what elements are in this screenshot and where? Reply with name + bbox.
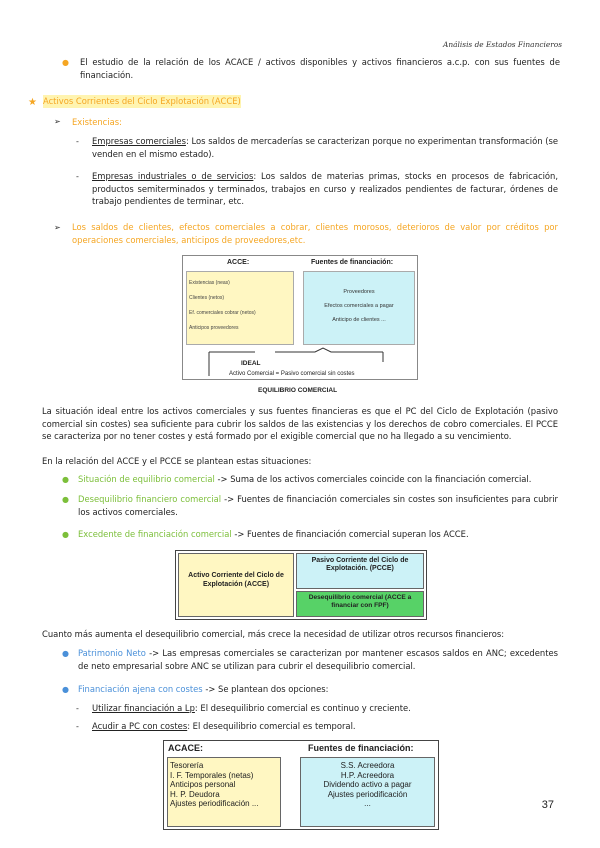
bullet-dot-icon: ● bbox=[62, 58, 69, 67]
option-item bbox=[78, 647, 558, 672]
dash-icon: - bbox=[76, 172, 79, 181]
industriales-term: Empresas industriales o de servicios bbox=[92, 171, 254, 181]
acace-item: I. F. Temporales (netas) bbox=[170, 770, 254, 780]
desequilibrio-block: Desequilibrio comercial (ACCE a financiar con FPF) bbox=[296, 591, 424, 617]
situation-text: -> Fuentes de financiación comerciales sin costes son insuficientes para cubrir los activos comerciales. bbox=[78, 494, 558, 517]
option-text: -> Se plantean dos opciones: bbox=[202, 684, 329, 694]
acace-title: ACACE: bbox=[168, 743, 203, 753]
paragraph-situations: En la relación del ACCE y el PCCE se plantean estas situaciones: bbox=[42, 456, 312, 466]
fuentes-title: Fuentes de financiación: bbox=[311, 259, 394, 266]
option-item bbox=[78, 683, 558, 696]
suboption-item bbox=[92, 720, 558, 733]
situation-item bbox=[78, 528, 558, 541]
fuentes-item: Ajustes periodificación bbox=[327, 789, 408, 799]
acace-item: Anticipos personal bbox=[170, 780, 236, 790]
acce-item: Anticipos proveedores bbox=[189, 325, 239, 331]
ideal-label: IDEAL bbox=[241, 360, 261, 367]
section-title: Activos Corrientes del Ciclo Explotación (ACCE) bbox=[43, 96, 241, 106]
situation-text: -> Suma de los activos comerciales coincide con la financiación comercial. bbox=[214, 474, 532, 484]
acce-block: Activo Corriente del Ciclo de Explotación (ACCE) bbox=[178, 553, 294, 617]
acace-item: H. P. Deudora bbox=[170, 789, 220, 799]
situation-item bbox=[78, 493, 558, 518]
acace-item: Tesorería bbox=[170, 761, 204, 770]
star-icon: ★ bbox=[28, 97, 37, 108]
fuentes-item: Dividendo activo a pagar bbox=[323, 780, 412, 790]
existencias-title: Existencias: bbox=[72, 117, 122, 127]
paragraph-ideal: La situación ideal entre los activos comerciales y sus fuentes financieras es que el PC del Ciclo de Explotación (pasivo comercial sin costes) sea suficiente para cubrir los saldos de las existencias y los derechos de cobro comerciales. El PCCE se caracteriza por no tener costes y está formado por el exigible comercial que no ha llegado a su vencimiento. bbox=[42, 406, 558, 442]
bullet-dot-icon: ● bbox=[62, 649, 69, 658]
fuentes-item: S.S. Acreedora bbox=[340, 761, 395, 770]
fuentes-item: H.P. Acreedora bbox=[340, 770, 395, 780]
acce-item: Clientes (netos) bbox=[189, 295, 225, 301]
dash-icon: - bbox=[76, 722, 79, 731]
equilibrio-label: EQUILIBRIO COMERCIAL bbox=[258, 387, 338, 394]
existencias-comerciales bbox=[92, 135, 558, 160]
option-term: Patrimonio Neto bbox=[78, 648, 146, 658]
pcce-diagram bbox=[175, 550, 427, 620]
situation-term: Excedente de financiación comercial bbox=[78, 529, 232, 539]
comerciales-term: Empresas comerciales bbox=[92, 136, 186, 146]
pcce-block: Pasivo Corriente del Ciclo de Explotación. (PCCE) bbox=[296, 553, 424, 589]
paragraph-recursos: Cuanto más aumenta el desequilibrio comercial, más crece la necesidad de utilizar otros recursos financieros: bbox=[42, 629, 505, 639]
bullet-dot-icon: ● bbox=[62, 530, 69, 539]
suboption-term: Acudir a PC con costes bbox=[92, 721, 188, 731]
arrow-bullet-icon: ➢ bbox=[54, 223, 61, 232]
acace-fuentes-box bbox=[300, 757, 435, 827]
suboption-text: : El desequilibrio comercial es temporal. bbox=[187, 721, 356, 731]
option-term: Financiación ajena con costes bbox=[78, 684, 203, 694]
page-number: 37 bbox=[541, 799, 554, 811]
dash-icon: - bbox=[76, 704, 79, 713]
acce-diagram bbox=[182, 255, 418, 380]
situation-item bbox=[78, 473, 558, 486]
acace-item: Ajustes periodificación ... bbox=[170, 799, 259, 809]
industriales-text: : Los saldos de materias primas, stocks en procesos de fabricación, productos semiterminados y terminados, trabajos en curso y realizados pendientes de facturar, órdenes de trabajo pendientes de terminar, etc. bbox=[92, 171, 558, 207]
suboption-item bbox=[92, 702, 558, 715]
situation-term: Situación de equilibrio comercial bbox=[78, 474, 215, 484]
fuentes-item: Anticipo de clientes ... bbox=[332, 317, 386, 323]
acace-diagram bbox=[163, 740, 439, 830]
fuentes-box bbox=[303, 271, 415, 345]
fuentes-item: Efectos comerciales a pagar bbox=[324, 303, 394, 309]
acce-item: Ef. comerciales cobrar (netos) bbox=[189, 310, 256, 316]
acce-title: ACCE: bbox=[227, 259, 250, 266]
fuentes-item: ... bbox=[364, 799, 371, 809]
existencias-industriales bbox=[92, 170, 558, 208]
running-header: Análisis de Estados Financieros bbox=[443, 40, 562, 49]
ideal-formula: Activo Comercial = Pasivo comercial sin costes bbox=[229, 371, 355, 377]
saldos-item: Los saldos de clientes, efectos comerciales a cobrar, clientes morosos, deterioros de valor por créditos por operaciones comerciales, anticipos de proveedores,etc. bbox=[72, 222, 558, 245]
dash-icon: - bbox=[76, 137, 79, 146]
situation-text: -> Fuentes de financiación comercial superan los ACCE. bbox=[231, 529, 469, 539]
acce-item: Existencias (neas) bbox=[189, 280, 230, 286]
bullet-dot-icon: ● bbox=[62, 685, 69, 694]
suboption-text: : El desequilibrio comercial es continuo y creciente. bbox=[194, 703, 411, 713]
arrow-bullet-icon: ➢ bbox=[54, 117, 61, 126]
bullet-dot-icon: ● bbox=[62, 495, 69, 504]
comerciales-text: : Los saldos de mercaderías se caracterizan porque no experimentan transformación (se venden en el mismo estado). bbox=[92, 136, 558, 159]
bullet-dot-icon: ● bbox=[62, 475, 69, 484]
fuentes-item: Proveedores bbox=[343, 289, 375, 295]
intro-item: El estudio de la relación de los ACACE / activos disponibles y activos financieros a.c.p. con sus fuentes de financiación. bbox=[80, 57, 560, 80]
acace-box bbox=[167, 757, 281, 827]
situation-term: Desequilibrio financiero comercial bbox=[78, 494, 222, 504]
acce-box bbox=[186, 271, 294, 345]
option-text: -> Las empresas comerciales se caracterizan por mantener escasos saldos en ANC; excedentes de neto empresarial sobre ANC se utilizan para cubrir el desequilibrio comercial. bbox=[78, 648, 558, 671]
suboption-term: Utilizar financiación a Lp bbox=[92, 703, 195, 713]
acace-fuentes-title: Fuentes de financiación: bbox=[308, 743, 414, 753]
